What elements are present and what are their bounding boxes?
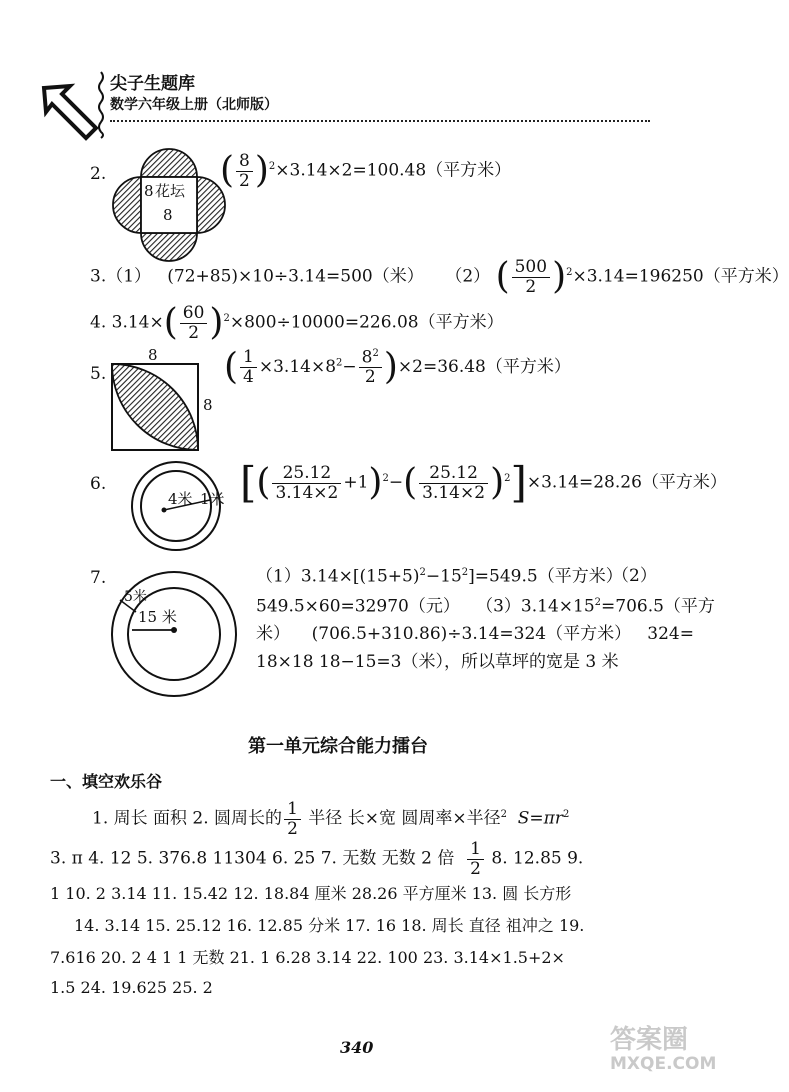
problem-2-fig-label-center: 花坛	[155, 182, 186, 200]
p5-mid-exp: 2	[336, 357, 343, 369]
p5-f1-den: 4	[243, 367, 254, 388]
page-number: 340	[340, 1038, 374, 1057]
problem-7-line-2	[256, 598, 715, 616]
p3-part1: (72+85)×10÷3.14=500（米）	[167, 266, 424, 287]
problem-5-fig-right-label: 8	[203, 396, 213, 414]
p4-rest: ×800÷10000=226.08（平方米）	[229, 312, 504, 333]
problem-4-line: 4. 3.14×( $\frac{60}{2}$ )$^2$×800÷10000=226.08（平方米）	[90, 302, 504, 344]
p2-rest: ×3.14×2=100.48（平方米）	[275, 160, 512, 181]
watermark-bottom: MXQE.COM	[610, 1053, 717, 1074]
section-title: 第一单元综合能力擂台	[248, 736, 428, 757]
p3-number: 3.（1）	[90, 266, 152, 287]
p6-f1-den: 3.14×2	[275, 482, 339, 503]
p4-frac-num: 60	[180, 304, 208, 324]
problem-3-line: 3.（1） (72+85)×10÷3.14=500（米） （2） ( $\frac{500}{2}$ )$^2$×3.14=196250（平方米）	[90, 256, 789, 298]
a1-formula: S=πr	[517, 808, 563, 829]
p7-l3-c: 324=	[647, 624, 694, 644]
header-title: 尖子生题库	[110, 74, 195, 94]
problem-5-formula: ( $\frac{1}{4}$ $\times 3.14\times 8^2-$ $\frac{8^2}{2}$ )×2=36.48（平方米）	[224, 346, 571, 388]
problem-2-fig-label-left: 8	[144, 182, 154, 200]
p7-l1-a: （1）3.14×[(15+5)	[256, 566, 420, 587]
problem-7-fig-inner-label: 15 米	[138, 608, 177, 626]
p5-f2-num-exp: 2	[372, 348, 379, 359]
a1-frac-den: 2	[287, 818, 298, 839]
p7-l1-b: −15	[425, 566, 462, 587]
a2-pre: 3. π 4. 12 5. 376.8 11304 6. 25 7. 无数 无数 2 倍	[50, 848, 455, 869]
p6-f2-num: 25.12	[419, 464, 488, 484]
p5-rest: ×2=36.48（平方米）	[397, 357, 571, 378]
section-part-1: 一、填空欢乐谷	[50, 772, 163, 791]
problem-7-line-1-part2: （2）	[612, 566, 657, 586]
p7-l2-b: （3）3.14×15	[476, 596, 595, 617]
p7-l1-c: ]=549.5（平方米）	[468, 566, 623, 587]
p6-f1-num: 25.12	[272, 464, 341, 484]
p6-minus: −	[388, 472, 404, 493]
p6-exp-a: 2	[382, 472, 389, 484]
p7-l2-c: =706.5（平方	[601, 596, 715, 617]
problem-7-line-1	[256, 568, 623, 586]
watermark-logo	[610, 1026, 744, 1088]
problem-5-figure	[110, 362, 204, 456]
problem-5-fig-top-label: 8	[148, 346, 158, 364]
p5-f2-num: 8	[361, 347, 373, 368]
a1-pre: 1. 周长 面积 2. 圆周长的	[92, 808, 283, 829]
p5-f1-num: 1	[240, 348, 257, 368]
answer-line-6: 1.5 24. 19.625 25. 2	[50, 978, 213, 997]
answer-line-2	[50, 840, 583, 878]
p6-exp-b: 2	[504, 472, 511, 484]
p2-exp: 2	[268, 161, 276, 173]
p7-l3-b: (706.5+310.86)÷3.14=324（平方米）	[311, 624, 632, 644]
problem-7-line-4: 18×18 18−15=3（米），所以草坪的宽是 3 米	[256, 652, 619, 672]
p3-exp: 2	[566, 267, 573, 279]
a2-post: 8. 12.85 9.	[486, 848, 584, 869]
a1-exp: 2	[500, 809, 507, 821]
answer-line-3: 1 10. 2 3.14 11. 15.42 12. 18.84 厘米 28.26 平方厘米 13. 圆 长方形	[50, 884, 572, 903]
p2-frac-num: 8	[236, 152, 253, 172]
problem-7-fig-outer-label: 5米	[124, 589, 147, 605]
p7-l1-exp1: 2	[419, 567, 426, 578]
header-rule	[110, 120, 650, 122]
p5-f2-den: 2	[364, 367, 376, 388]
a2-frac-num: 1	[467, 840, 484, 860]
p5-minus: −	[342, 357, 357, 378]
problem-2-number: 2.	[90, 164, 107, 184]
problem-2-fig-label-bottom: 8	[163, 206, 173, 224]
answer-line-1	[92, 800, 569, 838]
p7-l2-a: 549.5×60=32970（元）	[256, 596, 460, 617]
p6-rest: ×3.14=28.26（平方米）	[526, 472, 727, 493]
p6-f2-den: 3.14×2	[422, 482, 486, 503]
p3-frac-num: 500	[512, 258, 550, 278]
answer-line-5: 7.616 20. 2 4 1 1 无数 21. 1 6.28 3.14 22. 100 23. 3.14×1.5+2×	[50, 948, 565, 967]
problem-7-number: 7.	[90, 568, 107, 588]
problem-6-fig-outer-label: 1米	[200, 490, 225, 508]
p2-frac-den: 2	[239, 170, 250, 191]
answer-line-4: 14. 3.14 15. 25.12 16. 12.85 分米 17. 16 18. 周长 直径 祖冲之 19.	[74, 916, 585, 935]
problem-6-number: 6.	[90, 474, 107, 494]
p3-part2-label: （2）	[445, 266, 491, 287]
problem-2-formula: ( $\frac{8}{2}$ )$^2$×3.14×2=100.48（平方米）	[220, 150, 512, 192]
p4-exp: 2	[223, 313, 230, 325]
a1-post: 半径 长×宽 圆周率×半径	[302, 808, 501, 829]
a1-frac-num: 1	[284, 800, 301, 820]
header-wavy-divider	[96, 72, 106, 142]
problem-6-fig-inner-label: 4米	[168, 490, 193, 508]
problem-6-formula: [( $\frac{25.12}{3.14\times 2}$ +1)$^2$−( $\frac{25.12}{3.14\times 2}$ )$^2$]×3.14=28.26（平方米）	[240, 458, 727, 507]
header-subtitle: 数学六年级上册（北师版）	[110, 97, 278, 113]
p6-plus-one: +1	[343, 472, 369, 493]
p7-l1-exp2: 2	[461, 567, 469, 578]
a1-formula-exp: 2	[562, 809, 570, 821]
header-arrow-icon	[40, 80, 100, 146]
problem-6-figure	[116, 460, 236, 556]
p3-frac-den: 2	[525, 276, 537, 297]
watermark-top: 答案圈	[610, 1025, 689, 1055]
p3-rest: ×3.14=196250（平方米）	[572, 266, 789, 287]
p7-l2-exp: 2	[594, 597, 602, 608]
p4-prefix: 4. 3.14×	[90, 312, 164, 333]
problem-5-number: 5.	[90, 364, 107, 384]
a2-frac-den: 2	[470, 858, 481, 879]
p4-frac-den: 2	[188, 322, 200, 343]
p7-l3-a: 米）	[256, 624, 290, 644]
p5-mid: ×3.14×8	[258, 357, 337, 378]
problem-7-line-3	[256, 626, 694, 643]
